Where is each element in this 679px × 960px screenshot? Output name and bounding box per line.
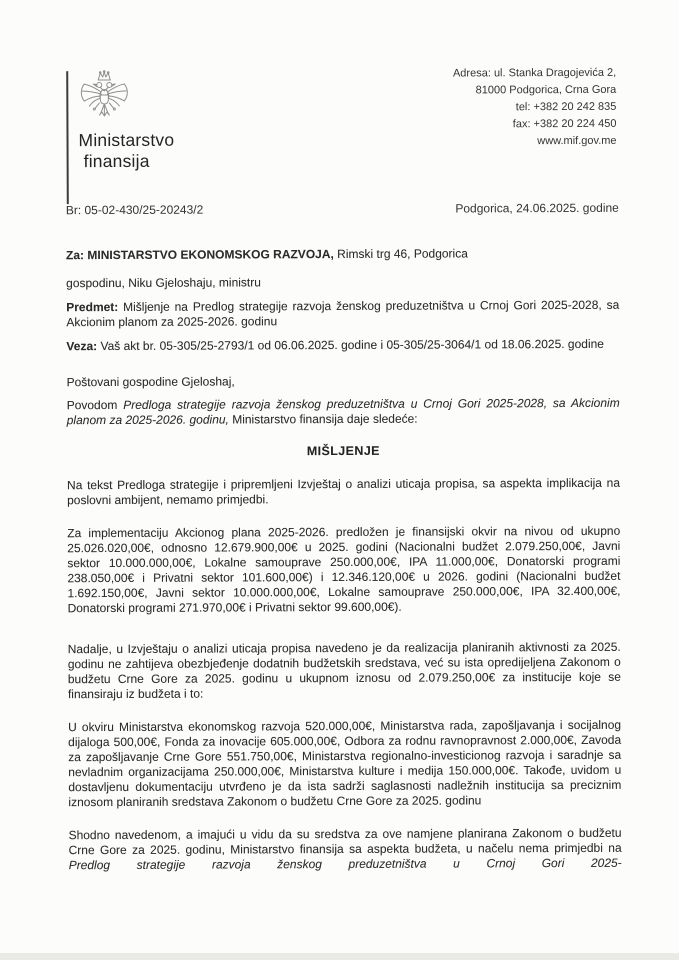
address-website: www.mif.gov.me <box>537 134 617 148</box>
place-and-date: Podgorica, 24.06.2025. godine <box>455 200 619 216</box>
intro-suffix: Ministarstvo finansija daje sledeće: <box>228 411 418 427</box>
address-city: 81000 Podgorica, Crna Gora <box>475 83 617 97</box>
closing-paragraph <box>69 826 622 873</box>
reference-docs-label: Veza: <box>66 339 98 354</box>
recipient-ministry: Za: MINISTARSTVO EKONOMSKOG RAZVOJA, <box>65 247 334 263</box>
recipient-line <box>66 246 619 263</box>
intro-strategy-title: Predloga strategije razvoja ženskog preduzetništva u Crnoj Gori 2025-2028, sa Akcionim planom za 2025-2026. godinu, <box>66 395 620 428</box>
letterhead-address <box>453 65 617 151</box>
intro-prefix: Povodom <box>66 397 124 413</box>
address-street: Adresa: ul. Stanka Dragojevića 2, <box>452 66 617 80</box>
body-paragraph-2: Za implementaciju Akcionog plana 2025-2026. predložen je finansijski okvir na nivou od ukupno 25.026.020,00€, odnosno 12.679.900,00€ u 2025. godini (Nacionalni budžet 2.079.250,00€, Javni sektor 10.000.000,00€, Lokalne samouprave 250.000,00€, IPA 11.000,00€, Donatorski programi 238.050,00€ i Privatni sektor 101.600,00€) i 12.346.120,00€ u 2026. godini (Nacionalni budžet 1.692.150,00€, Javni sektor 10.000.000,00€, Lokalne samouprave 250.000,00€, IPA 32.400,00€, Donatorski programi 271.970,00€ i Privatni sektor 99.600,00€). <box>67 523 621 616</box>
subject-line <box>66 298 619 330</box>
montenegro-coat-of-arms-icon <box>78 69 130 127</box>
body-paragraph-1: Na tekst Predloga strategije i pripremljeni Izvještaj o analizi uticaja propisa, sa aspekta implikacija na poslovni ambijent, nemamo primjedbi. <box>66 475 621 508</box>
scan-edge-shadow <box>0 953 679 960</box>
ministry-name-line1: Ministarstvo <box>78 129 175 151</box>
salutation: Poštovani gospodine Gjeloshaj, <box>66 374 235 390</box>
closing-strategy-title: Predlog strategije razvoja ženskog preduzetništva u Crnoj Gori 2025- <box>68 855 622 873</box>
reference-number: Br: 05-02-430/25-20243/2 <box>65 202 204 218</box>
address-fax: fax: +382 20 224 450 <box>512 117 617 131</box>
ministry-name-line2: finansija <box>83 150 150 172</box>
address-tel: tel: +382 20 242 835 <box>515 100 617 114</box>
ministry-name <box>78 130 174 172</box>
letterhead-divider-line <box>66 71 69 204</box>
recipient-person-line: gospodinu, Niku Gjeloshaju, ministru <box>66 275 261 291</box>
body-paragraph-4: U okviru Ministarstva ekonomskog razvoja 520.000,00€, Ministarstva rada, zapošljavanja i socijalnog dijaloga 500,00€, Fonda za inovacije 605.000,00€, Odbora za rodnu ravnopravnost 2.000,00€, Zavoda za zapošljavanje Crne Gore 551.750,00€, Ministarstva regionalno-investicionog razvoja i saradnje sa nevladnim organizacijama 250.000,00€, Ministarstva kulture i medija 150.000,00€. Takođe, uvidom u dostavljenu dokumentaciju utvrđeno je da ista sadrži saglasnosti nadležnih institucija sa preciznim iznosom planiranih sredstava Zakonom o budžetu Crne Gore za 2025. godinu <box>68 717 622 810</box>
subject-text: Mišljenje na Predlog strategije razvoja ženskog preduzetništva u Crnoj Gori 2025-2028, sa Akcionim planom za 2025-2026. godinu <box>66 297 620 330</box>
recipient-address: Rimski trg 46, Podgorica <box>333 246 468 262</box>
opinion-heading: MIŠLJENJE <box>306 443 380 459</box>
closing-prefix: Shodno navedenom, a imajući u vidu da su sredstva za ove namjene planirana Zakonom o budžetu Crne Gore za 2025. godinu, Ministarstvo finansija sa aspekta budžeta, u načelu nema primjedbi na <box>68 825 622 858</box>
reference-docs-text: Vaš akt br. 05-305/25-2793/1 od 06.06.2025. godine i 05-305/25-3064/1 od 18.06.2025. godine <box>97 336 604 354</box>
intro-paragraph <box>67 396 620 428</box>
body-paragraph-3: Nadalje, u Izvještaju o analizi uticaja propisa navedeno je da realizacija planiranih aktivnosti za 2025. godinu ne zahtijeva obezbjeđenje dodatnih budžetskih sredstava, već su ista opredijeljena Zakonom o budžetu Crne Gore za 2025. godinu u ukupnom iznosu od 2.079.250,00€ za institucije koje se finansiraju iz budžeta i to: <box>67 639 621 702</box>
reference-line <box>66 201 619 217</box>
subject-label: Predmet: <box>66 299 119 315</box>
letter-body <box>66 246 622 873</box>
reference-docs-line <box>66 337 619 354</box>
